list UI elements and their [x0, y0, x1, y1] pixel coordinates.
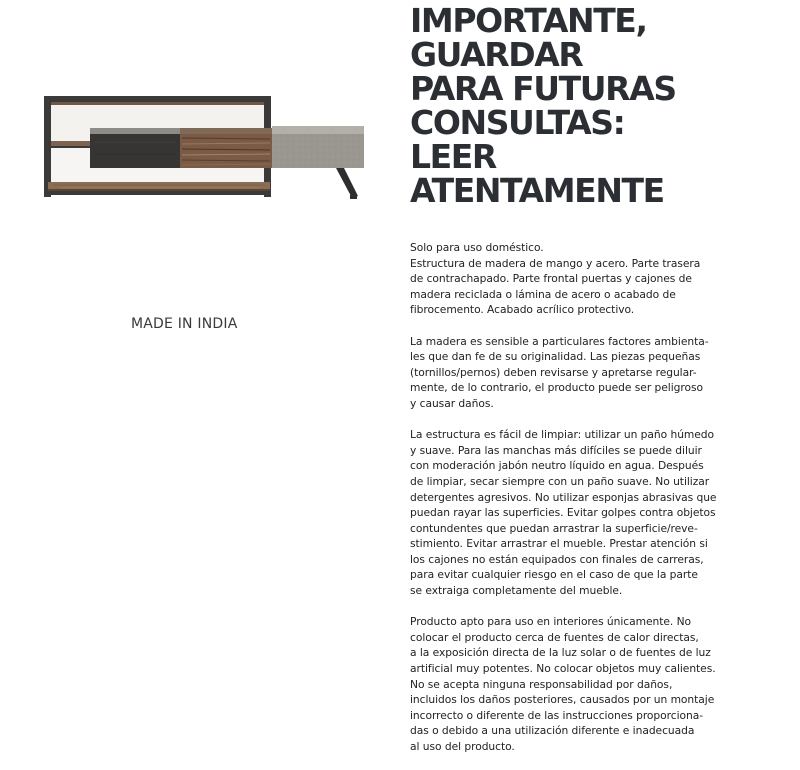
- text-line: (tornillos/pernos) deben revisarse y apretarse regular-: [410, 365, 697, 379]
- text-line: Estructura de madera de mango y acero. Parte trasera: [410, 256, 701, 270]
- paragraph-cleaning: [410, 427, 750, 599]
- text-line: artificial muy potentes. No colocar objetos muy calientes.: [410, 662, 716, 676]
- text-line: La estructura es fácil de limpiar: utilizar un paño húmedo: [410, 428, 715, 442]
- text-line: fibrocemento. Acabado acrílico protectivo.: [410, 303, 635, 317]
- text-line: No se acepta ninguna responsabilidad por daños,: [410, 677, 673, 691]
- text-line: para evitar cualquier riesgo en el caso de que la parte: [410, 568, 698, 582]
- title-line: IMPORTANTE,: [410, 1, 647, 40]
- text-line: y causar daños.: [410, 396, 494, 410]
- title-line: CONSULTAS:: [410, 103, 625, 142]
- text-line: se extraiga completamente del mueble.: [410, 584, 623, 598]
- title-line: PARA FUTURAS: [410, 69, 676, 108]
- paragraph-materials: [410, 240, 750, 318]
- tv-stand-furniture-image: [40, 92, 370, 204]
- text-line: das o debido a una utilización diferente e inadecuada: [410, 724, 695, 738]
- text-line: Solo para uso doméstico.: [410, 241, 544, 254]
- text-line: con moderación jabón neutro líquido en agua. Después: [410, 459, 704, 473]
- paragraph-wood-care: [410, 334, 750, 412]
- text-line: les que dan fe de su originalidad. Las piezas pequeñas: [410, 350, 701, 364]
- product-image: [40, 92, 370, 204]
- text-line: incluidos los daños posteriores, causados por un montaje: [410, 693, 715, 707]
- metal-drawer: [90, 128, 180, 168]
- paragraph-usage-warnings: [410, 614, 750, 754]
- origin-label: MADE IN INDIA: [131, 316, 238, 332]
- text-line: Producto apto para uso en interiores únicamente. No: [410, 615, 692, 629]
- text-line: incorrecto o diferente de las instrucciones proporciona-: [410, 708, 704, 722]
- page-title: [410, 1, 790, 210]
- text-line: detergentes agresivos. No utilizar esponjas abrasivas que: [410, 490, 717, 504]
- text-line: los cajones no están equipados con finales de carreras,: [410, 552, 704, 566]
- title-line: ATENTAMENTE: [410, 171, 664, 210]
- text-line: La madera es sensible a particulares factores ambienta-: [410, 334, 709, 348]
- text-line: madera reciclada o lámina de acero o acabado de: [410, 287, 676, 301]
- instructions-body: [410, 240, 750, 770]
- text-line: contundentes que puedan arrastrar la superficie/reve-: [410, 521, 698, 535]
- reclaimed-wood-drawer: [180, 128, 272, 168]
- text-line: al uso del producto.: [410, 740, 515, 753]
- text-line: de limpiar, secar siempre con un paño suave. No utilizar: [410, 474, 710, 488]
- text-line: a la exposición directa de la luz solar o de fuentes de luz: [410, 646, 711, 660]
- text-line: y suave. Para las manchas más difíciles se puede diluir: [410, 443, 702, 457]
- text-line: colocar el producto cerca de fuentes de calor directas,: [410, 630, 699, 644]
- title-line: LEER: [410, 137, 496, 176]
- title-line: GUARDAR: [410, 35, 583, 74]
- fiber-cement-block: [272, 126, 364, 199]
- text-line: de contrachapado. Parte frontal puertas y cajones de: [410, 272, 692, 286]
- text-line: stimiento. Evitar arrastrar el mueble. Prestar atención si: [410, 537, 708, 551]
- text-line: puedan rayar las superficies. Evitar golpes contra objetos: [410, 506, 716, 520]
- text-line: mente, de lo contrario, el producto puede ser peligroso: [410, 381, 703, 395]
